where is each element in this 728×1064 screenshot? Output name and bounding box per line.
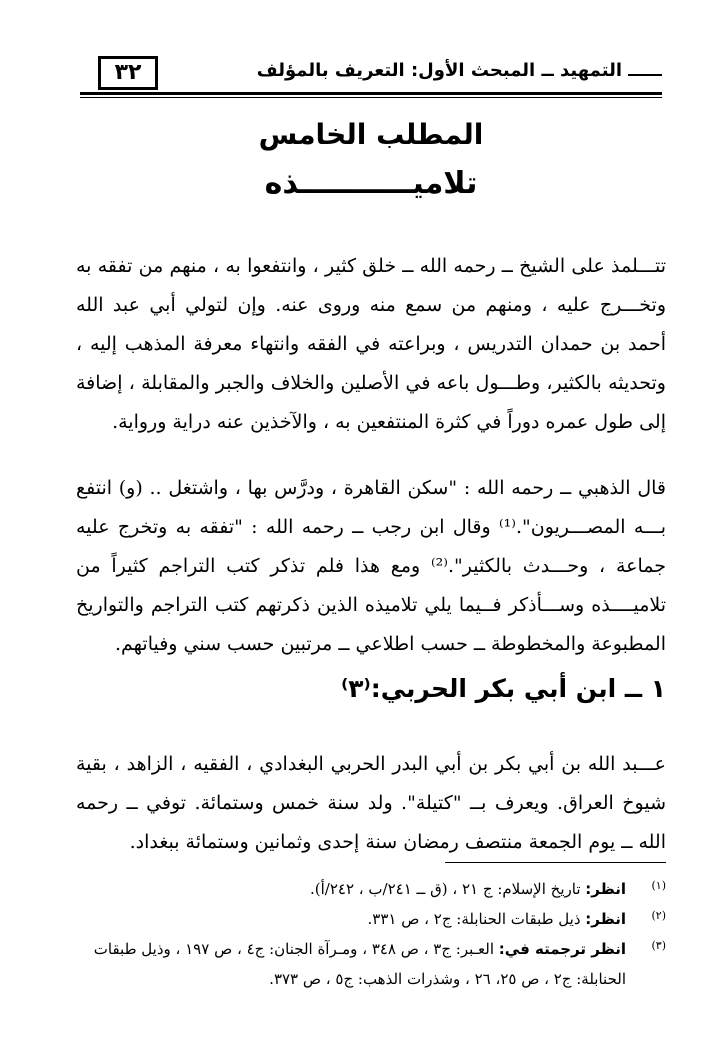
footnote-mark: (١): [651, 879, 666, 892]
footnote-mark: (٢): [651, 909, 666, 922]
footnote-source: انظر:: [585, 880, 626, 898]
footnote-source: انظر ترجمته في:: [498, 940, 626, 958]
section-subtitle: تلاميـــــــــــذه: [264, 166, 478, 201]
footnote-item: [76, 934, 666, 994]
entry-heading: ١ ــ ابن أبي بكر الحربي:⁽٣⁾: [341, 674, 666, 703]
entry-text: عـــبد الله بن أبي بكر بن أبي البدر الحربي البغدادي ، الفقيه ، الزاهد ، بقية شيوخ العراق. ويعرف بــ "كتيلة". ولد سنة خمس وستمائة. توفي ــ رحمه الله ــ يوم الجمعة منتصف رمضان سنة إحدى وثمانين وستمائة ببغداد.: [76, 753, 666, 853]
footnote-text: ذيل طبقات الحنابلة: ج٢ ، ص ٣٣١.: [367, 910, 586, 928]
intro-paragraph: تتـــلمذ على الشيخ ــ رحمه الله ــ خلق كثير ، وانتفعوا به ، منهم من تفقه به وتخـــرج عليه ، ومنهم من سمع منه وروى عنه. وإن لتولي أبي عبد الله أحمد بن حمدان التدريس ، وبراعته في الفقه وانتهاء معرفة المذهب إليه ، وتحديثه بالكثير، وطـــول باعه في الأصلين والخلاف والجبر والمقابلة ، إضافة إلى طول عمره دوراً في كثرة المنتفعين به ، والآخذين عنه دراية ورواية.: [76, 255, 666, 433]
running-header: [80, 56, 662, 96]
running-title: التمهيد ــ المبحث الأول: التعريف بالمؤلف: [256, 60, 622, 81]
footnote-mark: (٣): [651, 939, 666, 952]
section-title: المطلب الخامس: [258, 118, 484, 151]
footnote-text: العـبر: ج٣ ، ص ٣٤٨ ، ومـرآة الجنان: ج٤ ، ص ١٩٧ ، وذيل طبقات الحنابلة: ج٢ ، ص ٢٥، ٢٦ ، وشذرات الذهب: ج٥ ، ص ٣٧٣.: [93, 940, 626, 988]
footnote-text: تاريخ الإسلام: ج ٢١ ، (ق ــ ٢٤١/ب ، ٢٤٢/أ).: [310, 880, 586, 898]
quotes-paragraph: قال الذهبي ــ رحمه الله : "سكن القاهرة ، ودرَّس بها ، واشتغل .. (و) انتفع بـــه المصـــريون".⁽¹⁾ وقال ابن رجب ــ رحمه الله : "تفقه به وتخرج عليه جماعة ، وحـــدث بالكثير".⁽²⁾ ومع هذا فلم تذكر كتب التراجم كثيراً من تلاميــــذه وســـأذكر فــيما يلي تلاميذه الذين ذكرتهم كتب التراجم والتواريخ المطبوعة والمخطوطة ــ حسب اطلاعي ــ مرتبين حسب سني وفياتهم.: [76, 477, 666, 655]
header-rule-thin: [80, 97, 662, 98]
footnote-item: [76, 874, 666, 904]
header-rule: [80, 92, 662, 95]
header-dash: [628, 74, 662, 76]
footnote-separator: [445, 862, 666, 863]
footnote-item: [76, 904, 666, 934]
footnote-source: انظر:: [585, 910, 626, 928]
page-number: ٣٢: [98, 56, 158, 90]
footnotes: [76, 874, 666, 994]
